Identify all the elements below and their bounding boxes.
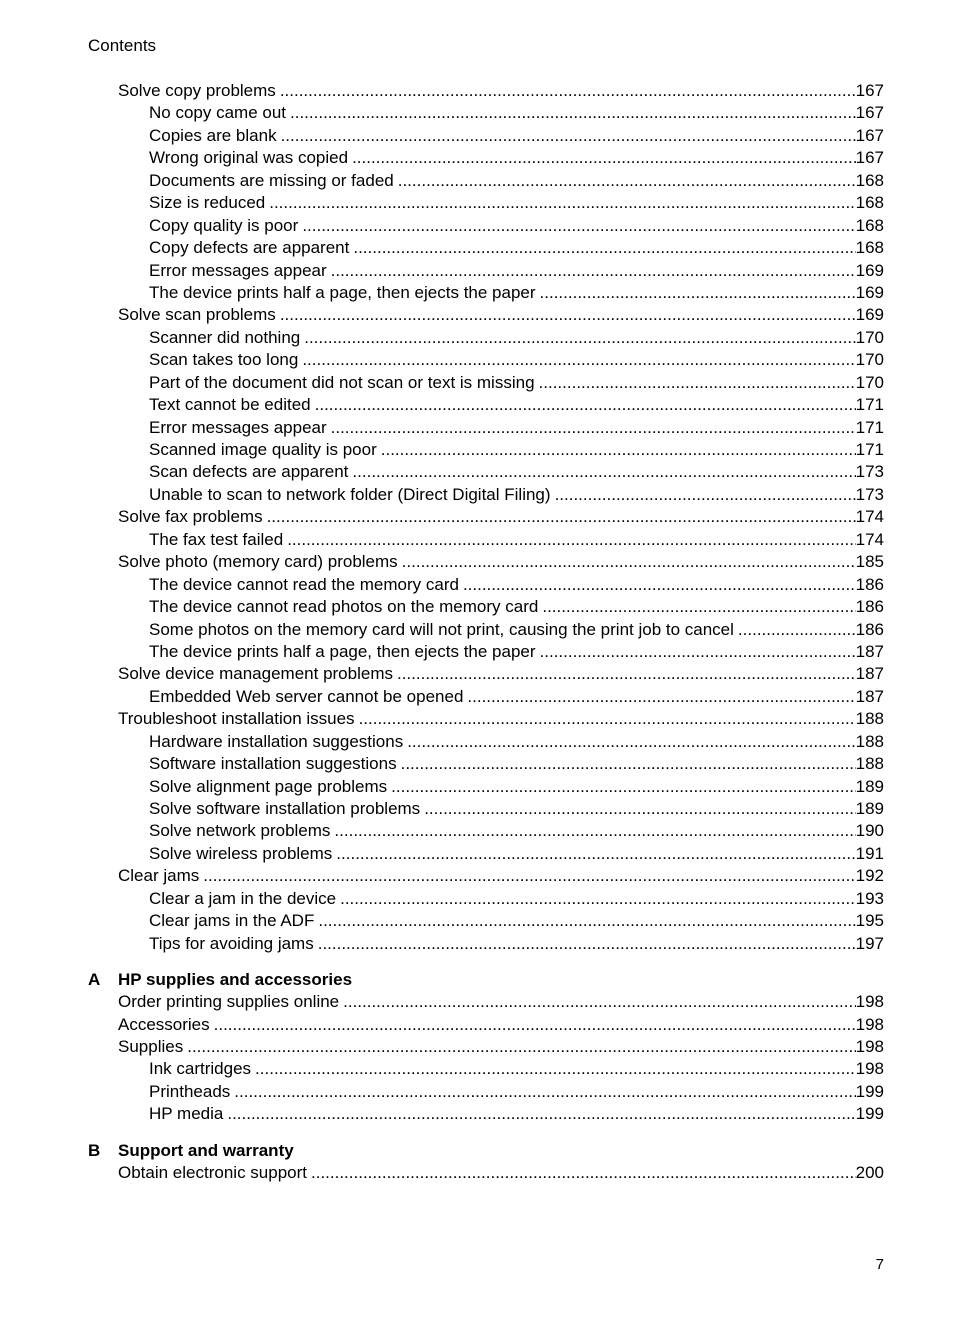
toc-entry[interactable] xyxy=(88,237,884,259)
appendix-b-letter: B xyxy=(88,1140,101,1160)
toc-entry-page: 167 xyxy=(855,81,884,100)
toc-entry-title: Troubleshoot installation issues xyxy=(118,709,355,729)
toc-entry[interactable] xyxy=(88,865,884,887)
dot-leader xyxy=(290,102,856,124)
toc-entry[interactable] xyxy=(88,102,884,124)
toc-entry-title: Solve alignment page problems xyxy=(149,776,388,796)
toc-entry-title: Unable to scan to network folder (Direct Digital Filing) xyxy=(149,484,551,504)
toc-entry[interactable] xyxy=(88,439,884,461)
toc-entry[interactable] xyxy=(88,1081,884,1103)
toc-entry[interactable] xyxy=(88,417,884,439)
dot-leader xyxy=(540,641,856,663)
dot-leader xyxy=(407,731,855,753)
toc-entry-title: Hardware installation suggestions xyxy=(149,731,404,751)
toc-entry-title: The device cannot read the memory card xyxy=(149,574,459,594)
dot-leader xyxy=(352,147,856,169)
dot-leader xyxy=(463,574,856,596)
toc-entry[interactable] xyxy=(88,394,884,416)
toc-entry-page: 167 xyxy=(855,125,884,145)
dot-leader xyxy=(359,708,856,730)
dot-leader xyxy=(424,798,855,820)
toc-entry-title: The device prints half a page, then ejects the paper xyxy=(149,282,536,302)
toc-entry-page: 198 xyxy=(855,1059,884,1079)
toc-entry-title: Copy quality is poor xyxy=(149,215,299,235)
toc-entry-title: Clear jams in the ADF xyxy=(149,911,315,931)
toc-entry-title: Tips for avoiding jams xyxy=(149,933,314,953)
toc-entry[interactable] xyxy=(88,506,884,528)
toc-entry-title: Scan defects are apparent xyxy=(149,462,349,482)
toc-entry[interactable] xyxy=(88,80,884,102)
toc-entry-title: The device cannot read photos on the memory card xyxy=(149,597,539,617)
toc-entry-title: Solve fax problems xyxy=(118,507,263,527)
toc-group-appendix-b xyxy=(88,1162,884,1184)
toc-entry-page: 170 xyxy=(855,350,884,370)
dot-leader xyxy=(353,237,855,259)
toc-entry[interactable] xyxy=(88,910,884,932)
toc-entry[interactable] xyxy=(88,192,884,214)
dot-leader xyxy=(187,1036,855,1058)
toc-entry[interactable] xyxy=(88,170,884,192)
dot-leader xyxy=(336,843,855,865)
dot-leader xyxy=(391,776,855,798)
dot-leader xyxy=(281,125,856,147)
toc-entry-title: Solve wireless problems xyxy=(149,843,333,863)
toc-entry-page: 199 xyxy=(855,1081,884,1101)
dot-leader xyxy=(381,439,856,461)
toc-entry-page: 186 xyxy=(855,597,884,617)
toc-group-appendix-a xyxy=(88,991,884,1126)
dot-leader xyxy=(203,865,855,887)
toc-entry-page: 188 xyxy=(855,754,884,774)
toc-entry[interactable] xyxy=(88,686,884,708)
toc-entry-title: Order printing supplies online xyxy=(118,992,340,1012)
dot-leader xyxy=(540,282,856,304)
running-header: Contents xyxy=(88,36,157,55)
toc-entry-page: 173 xyxy=(855,462,884,482)
toc-entry-title: Printheads xyxy=(149,1081,231,1101)
toc-entry-title: Part of the document did not scan or text is missing xyxy=(149,372,535,392)
toc-entry-page: 168 xyxy=(855,215,884,235)
toc-entry-page: 195 xyxy=(855,911,884,931)
dot-leader xyxy=(304,327,855,349)
toc-entry[interactable] xyxy=(88,304,884,326)
toc-entry[interactable] xyxy=(88,641,884,663)
toc-entry[interactable] xyxy=(88,933,884,955)
toc-entry-page: 169 xyxy=(855,305,884,325)
toc-entry-title: Scan takes too long xyxy=(149,350,299,370)
toc-entry-page: 197 xyxy=(855,933,884,953)
dot-leader xyxy=(555,484,856,506)
toc-entry-page: 187 xyxy=(855,686,884,706)
toc-entry-page: 193 xyxy=(855,888,884,908)
toc-entry-title: Ink cartridges xyxy=(149,1059,252,1079)
toc-entry[interactable] xyxy=(88,753,884,775)
toc-entry[interactable] xyxy=(88,1014,884,1036)
dot-leader xyxy=(280,304,856,326)
toc-entry-page: 171 xyxy=(855,440,884,459)
toc-entry[interactable] xyxy=(88,215,884,237)
table-of-contents xyxy=(88,80,884,1184)
dot-leader xyxy=(214,1014,856,1036)
dot-leader xyxy=(738,619,856,641)
appendix-b-heading xyxy=(88,1140,884,1162)
dot-leader xyxy=(401,753,856,775)
dot-leader xyxy=(402,551,856,573)
toc-entry-title: Solve copy problems xyxy=(118,81,276,100)
dot-leader xyxy=(234,1081,855,1103)
dot-leader xyxy=(311,1162,856,1184)
toc-entry-page: 168 xyxy=(855,193,884,213)
toc-entry-title: Size is reduced xyxy=(149,193,266,213)
toc-entry-title: Clear a jam in the device xyxy=(149,888,337,908)
toc-entry-page: 187 xyxy=(855,641,884,661)
toc-entry-page: 169 xyxy=(855,260,884,280)
toc-entry-page: 167 xyxy=(855,103,884,123)
dot-leader xyxy=(267,506,856,528)
toc-entry-page: 191 xyxy=(855,843,884,863)
toc-entry[interactable] xyxy=(88,484,884,506)
toc-entry-title: Solve scan problems xyxy=(118,305,276,325)
dot-leader xyxy=(397,663,856,685)
dot-leader xyxy=(302,215,855,237)
toc-entry-title: Error messages appear xyxy=(149,417,327,437)
toc-entry-title: Solve photo (memory card) problems xyxy=(118,552,398,572)
dot-leader xyxy=(318,933,856,955)
toc-entry-page: 173 xyxy=(855,484,884,504)
toc-entry[interactable] xyxy=(88,798,884,820)
toc-entry-page: 167 xyxy=(855,148,884,168)
toc-entry-title: Obtain electronic support xyxy=(118,1162,307,1182)
toc-entry-page: 170 xyxy=(855,372,884,392)
toc-entry-page: 190 xyxy=(855,821,884,841)
toc-entry-title: Solve software installation problems xyxy=(149,799,421,818)
toc-entry[interactable] xyxy=(88,731,884,753)
toc-entry-page: 189 xyxy=(855,799,884,818)
toc-entry-title: Error messages appear xyxy=(149,260,327,280)
toc-entry-page: 171 xyxy=(855,417,884,437)
toc-entry-page: 200 xyxy=(855,1162,884,1182)
dot-leader xyxy=(331,260,856,282)
toc-entry-title: Solve network problems xyxy=(149,821,331,841)
dot-leader xyxy=(287,529,855,551)
toc-entry-page: 188 xyxy=(855,709,884,729)
toc-entry-title: Scanned image quality is poor xyxy=(149,440,377,459)
dot-leader xyxy=(255,1058,856,1080)
toc-entry-page: 188 xyxy=(855,731,884,751)
toc-entry-page: 174 xyxy=(855,507,884,527)
toc-entry-title: HP media xyxy=(149,1104,224,1124)
appendix-a-title: HP supplies and accessories xyxy=(118,970,353,990)
dot-leader xyxy=(315,394,856,416)
toc-entry-page: 171 xyxy=(855,395,884,415)
dot-leader xyxy=(343,991,856,1013)
toc-entry-title: Wrong original was copied xyxy=(149,148,349,168)
toc-entry[interactable] xyxy=(88,991,884,1013)
appendix-b-title: Support and warranty xyxy=(118,1140,294,1160)
toc-entry-title: The device prints half a page, then ejects the paper xyxy=(149,641,536,661)
toc-group-troubleshooting xyxy=(88,80,884,955)
dot-leader xyxy=(269,192,855,214)
page-number: 7 xyxy=(875,1256,884,1273)
toc-entry[interactable] xyxy=(88,349,884,371)
toc-entry-title: No copy came out xyxy=(149,103,287,123)
toc-entry[interactable] xyxy=(88,1162,884,1184)
toc-entry-page: 198 xyxy=(855,1036,884,1056)
toc-entry[interactable] xyxy=(88,551,884,573)
toc-entry-page: 168 xyxy=(855,238,884,258)
toc-entry[interactable] xyxy=(88,147,884,169)
toc-entry[interactable] xyxy=(88,529,884,551)
appendix-a-letter: A xyxy=(88,970,101,990)
toc-entry-title: Copy defects are apparent xyxy=(149,238,350,258)
toc-entry-page: 189 xyxy=(855,776,884,796)
dot-leader xyxy=(331,417,856,439)
dot-leader xyxy=(340,888,856,910)
toc-entry-title: Text cannot be edited xyxy=(149,395,311,415)
toc-entry-title: The fax test failed xyxy=(149,529,284,549)
dot-leader xyxy=(334,820,855,842)
toc-entry-page: 186 xyxy=(855,574,884,594)
toc-entry[interactable] xyxy=(88,888,884,910)
toc-entry[interactable] xyxy=(88,708,884,730)
toc-entry[interactable] xyxy=(88,1058,884,1080)
dot-leader xyxy=(318,910,855,932)
toc-entry-page: 192 xyxy=(855,866,884,886)
toc-entry-title: Embedded Web server cannot be opened xyxy=(149,686,464,706)
toc-entry-page: 174 xyxy=(855,529,884,549)
toc-entry-page: 185 xyxy=(855,552,884,572)
toc-entry[interactable] xyxy=(88,619,884,641)
dot-leader xyxy=(352,461,855,483)
toc-entry-title: Supplies xyxy=(118,1036,184,1056)
toc-entry-page: 187 xyxy=(855,664,884,684)
toc-entry[interactable] xyxy=(88,260,884,282)
toc-entry[interactable] xyxy=(88,574,884,596)
dot-leader xyxy=(227,1103,855,1125)
toc-entry-page: 170 xyxy=(855,327,884,347)
toc-entry-title: Copies are blank xyxy=(149,125,277,145)
toc-entry[interactable] xyxy=(88,282,884,304)
toc-entry[interactable] xyxy=(88,1103,884,1125)
dot-leader xyxy=(280,80,856,102)
toc-entry[interactable] xyxy=(88,596,884,618)
dot-leader xyxy=(467,686,855,708)
dot-leader xyxy=(542,596,855,618)
appendix-a-heading xyxy=(88,969,884,991)
toc-entry-page: 168 xyxy=(855,170,884,190)
toc-entry[interactable] xyxy=(88,461,884,483)
toc-entry[interactable] xyxy=(88,125,884,147)
toc-entry-page: 198 xyxy=(855,992,884,1012)
toc-entry[interactable] xyxy=(88,327,884,349)
toc-entry[interactable] xyxy=(88,663,884,685)
toc-entry-title: Solve device management problems xyxy=(118,664,393,684)
dot-leader xyxy=(302,349,855,371)
toc-entry-title: Some photos on the memory card will not print, causing the print job to cancel xyxy=(149,619,734,639)
toc-entry-page: 199 xyxy=(855,1104,884,1124)
toc-entry-title: Documents are missing or faded xyxy=(149,170,394,190)
toc-entry-title: Software installation suggestions xyxy=(149,754,397,774)
toc-entry[interactable] xyxy=(88,820,884,842)
toc-entry-title: Scanner did nothing xyxy=(149,327,301,347)
dot-leader xyxy=(539,372,856,394)
toc-entry-page: 198 xyxy=(855,1014,884,1034)
toc-entry-title: Clear jams xyxy=(118,866,200,886)
toc-entry-title: Accessories xyxy=(118,1014,210,1034)
toc-entry[interactable] xyxy=(88,1036,884,1058)
toc-entry[interactable] xyxy=(88,843,884,865)
toc-entry-page: 169 xyxy=(855,282,884,302)
toc-entry-page: 186 xyxy=(855,619,884,639)
toc-entry[interactable] xyxy=(88,372,884,394)
dot-leader xyxy=(398,170,856,192)
toc-entry[interactable] xyxy=(88,776,884,798)
